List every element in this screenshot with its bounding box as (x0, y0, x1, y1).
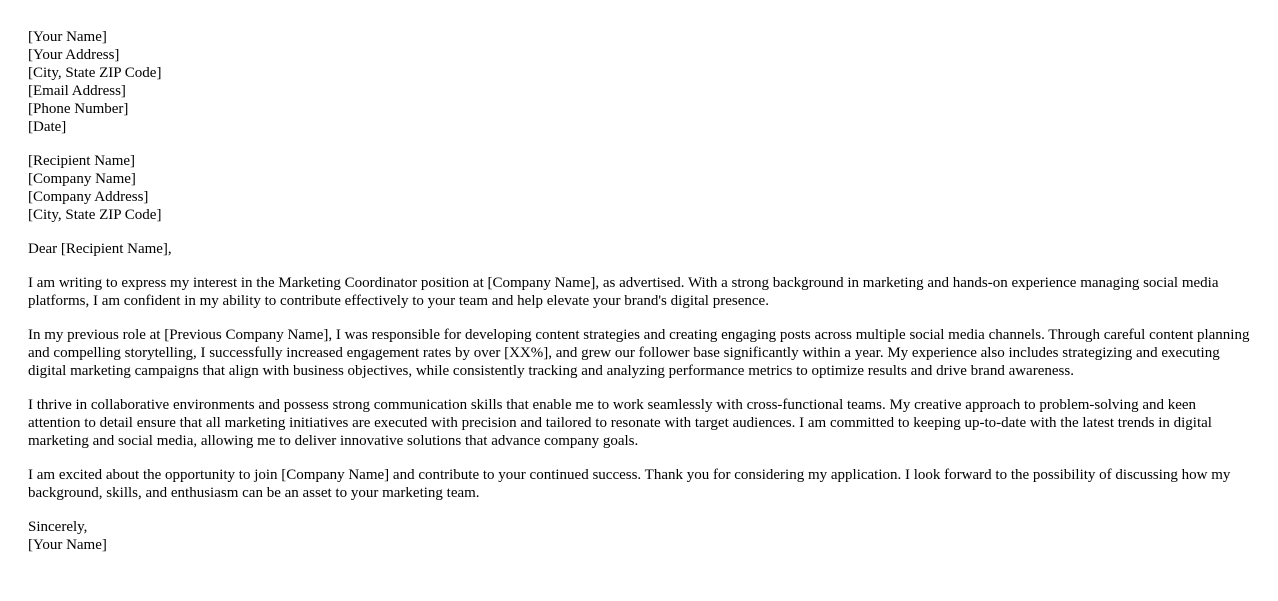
sender-email: [Email Address] (28, 83, 126, 99)
sender-name: [Your Name] (28, 29, 107, 45)
body-paragraph: I am writing to express my interest in the Marketing Coordinator position at [Company Name], as advertised. With a strong background in marketing and hands-on experience managing social media platforms, I am confident in my ability to contribute effectively to your team and help elevate your brand's digital presence. (28, 275, 1219, 309)
sender-city-state-zip: [City, State ZIP Code] (28, 65, 162, 81)
recipient-city-state-zip: [City, State ZIP Code] (28, 207, 162, 223)
signature-name: [Your Name] (28, 537, 107, 553)
cover-letter (28, 28, 1250, 554)
recipient-company: [Company Name] (28, 171, 136, 187)
letter-date: [Date] (28, 119, 67, 135)
recipient-company-address: [Company Address] (28, 189, 149, 205)
valediction: Sincerely, (28, 519, 88, 535)
closing-block (28, 518, 1250, 554)
body-paragraph: I am excited about the opportunity to join [Company Name] and contribute to your continued success. Thank you for considering my application. I look forward to the possibility of discussing how my background, skills, and enthusiasm can be an asset to your marketing team. (28, 467, 1231, 501)
recipient-name: [Recipient Name] (28, 153, 136, 169)
sender-phone: [Phone Number] (28, 101, 129, 117)
sender-address: [Your Address] (28, 47, 120, 63)
sender-address-block (28, 28, 1250, 136)
body-paragraph: In my previous role at [Previous Company Name], I was responsible for developing content strategies and creating engaging posts across multiple social media channels. Through careful content planning and compelling storytelling, I successfully increased engagement rates by over [XX%], and grew our follower base significantly within a year. My experience also includes strategizing and executing digital marketing campaigns that align with business objectives, while consistently tracking and analyzing performance metrics to optimize results and drive brand awareness. (28, 327, 1250, 379)
salutation: Dear [Recipient Name], (28, 241, 172, 257)
recipient-address-block (28, 152, 1250, 224)
body-paragraph: I thrive in collaborative environments and possess strong communication skills that enable me to work seamlessly with cross-functional teams. My creative approach to problem-solving and keen attention to detail ensure that all marketing initiatives are executed with precision and tailored to resonate with target audiences. I am committed to keeping up-to-date with the latest trends in digital marketing and social media, allowing me to deliver innovative solutions that advance company goals. (28, 397, 1212, 449)
